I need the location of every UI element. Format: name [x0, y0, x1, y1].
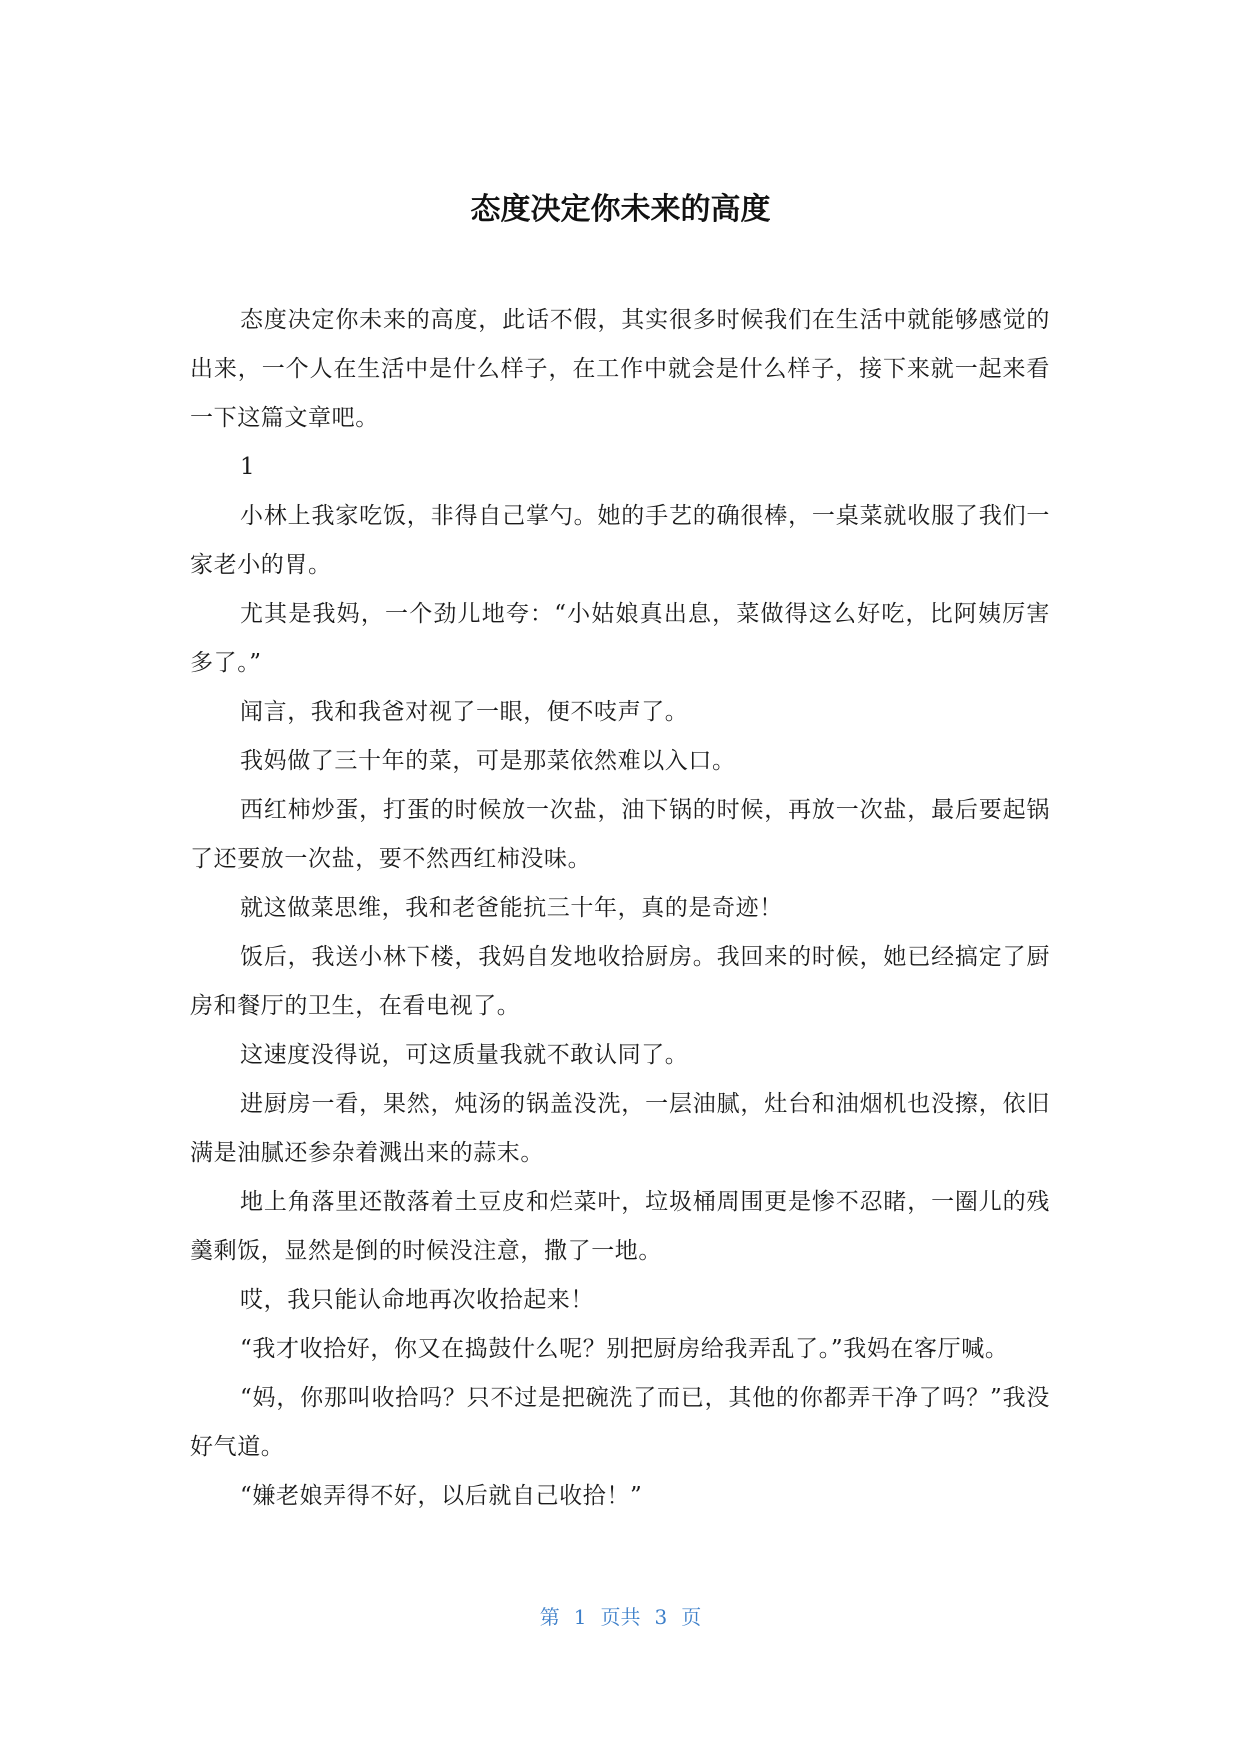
footer-middle: 页共	[600, 1605, 641, 1629]
paragraph: 小林上我家吃饭，非得自己掌勺。她的手艺的确很棒，一桌菜就收服了我们一家老小的胃。	[190, 503, 1050, 578]
paragraph: “妈，你那叫收拾吗？只不过是把碗洗了而已，其他的你都弄干净了吗？”我没好气道。	[190, 1385, 1050, 1460]
section-number: 1	[240, 454, 256, 480]
total-pages-number: 3	[654, 1605, 668, 1629]
current-page-number: 1	[573, 1605, 587, 1629]
paragraph: 这速度没得说，可这质量我就不敢认同了。	[240, 1042, 689, 1068]
document-title: 态度决定你未来的高度	[470, 192, 771, 227]
paragraph: 饭后，我送小林下楼，我妈自发地收拾厨房。我回来的时候，她已经搞定了厨房和餐厅的卫生，在看电视了。	[190, 944, 1050, 1019]
footer-suffix: 页	[681, 1605, 702, 1629]
paragraph: 地上角落里还散落着土豆皮和烂菜叶，垃圾桶周围更是惨不忍睹，一圈儿的残羹剩饭，显然是倒的时候没注意，撒了一地。	[190, 1189, 1050, 1264]
paragraph: 态度决定你未来的高度，此话不假，其实很多时候我们在生活中就能够感觉的出来，一个人在生活中是什么样子，在工作中就会是什么样子，接下来就一起来看一下这篇文章吧。	[190, 307, 1050, 431]
paragraph: 闻言，我和我爸对视了一眼，便不吱声了。	[240, 699, 689, 725]
paragraph: 尤其是我妈，一个劲儿地夸：“小姑娘真出息，菜做得这么好吃，比阿姨厉害多了。”	[190, 601, 1050, 676]
paragraph: 西红柿炒蛋，打蛋的时候放一次盐，油下锅的时候，再放一次盐，最后要起锅了还要放一次盐，要不然西红柿没味。	[190, 797, 1050, 872]
paragraph: “嫌老娘弄得不好，以后就自己收拾！”	[240, 1483, 643, 1509]
page-footer	[0, 1602, 1241, 1632]
paragraph: 哎，我只能认命地再次收拾起来！	[240, 1287, 594, 1313]
document-body	[190, 296, 1050, 1521]
paragraph: “我才收拾好，你又在捣鼓什么呢？别把厨房给我弄乱了。”我妈在客厅喊。	[240, 1336, 1009, 1362]
footer-prefix: 第	[539, 1605, 560, 1629]
paragraph: 就这做菜思维，我和老爸能抗三十年，真的是奇迹！	[240, 895, 783, 921]
paragraph: 进厨房一看，果然，炖汤的锅盖没洗，一层油腻，灶台和油烟机也没擦，依旧满是油腻还参杂着溅出来的蒜末。	[190, 1091, 1050, 1166]
paragraph: 我妈做了三十年的菜，可是那菜依然难以入口。	[240, 748, 736, 774]
